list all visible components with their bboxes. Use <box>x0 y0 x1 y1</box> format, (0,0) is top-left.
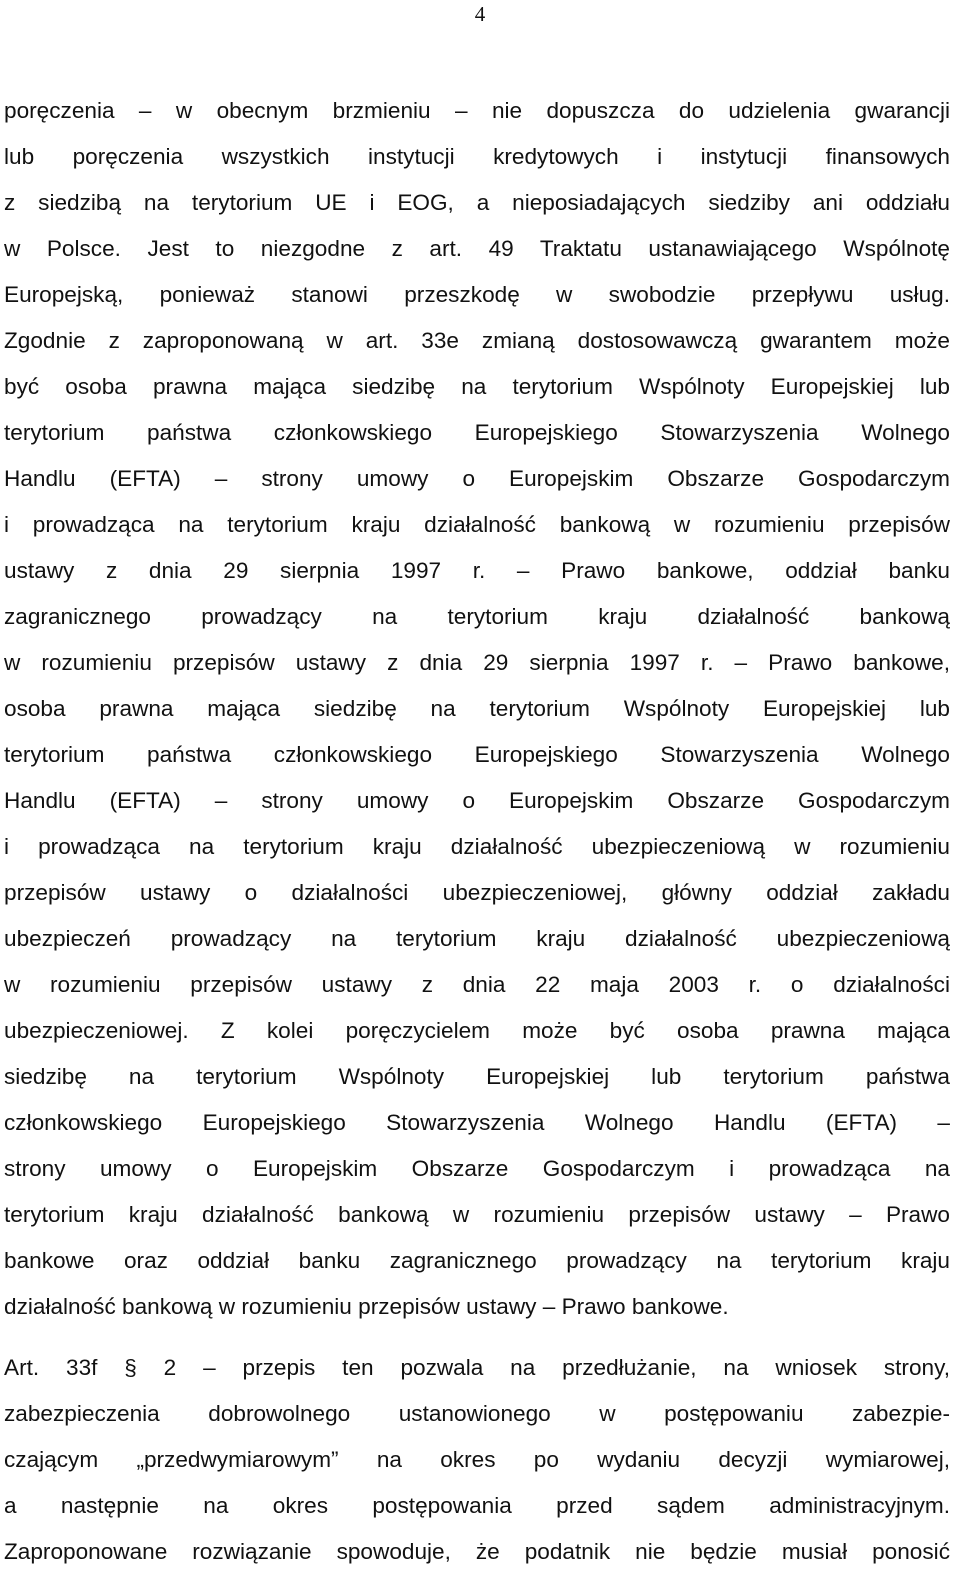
text-line: strony umowy o Europejskim Obszarze Gospodarczym i prowadząca na <box>4 1156 950 1181</box>
text-line: a następnie na okres postępowania przed sądem administracyjnym. <box>4 1493 950 1518</box>
text-line: Handlu (EFTA) – strony umowy o Europejskim Obszarze Gospodarczym <box>4 466 950 491</box>
text-line: i prowadząca na terytorium kraju działalność ubezpieczeniową w rozumieniu <box>4 834 950 859</box>
text-line: zabezpieczenia dobrowolnego ustanowionego w postępowaniu zabezpie- <box>4 1401 950 1426</box>
text-line: i prowadząca na terytorium kraju działalność bankową w rozumieniu przepisów <box>4 512 950 537</box>
text-line: bankowe oraz oddział banku zagranicznego prowadzący na terytorium kraju <box>4 1248 950 1273</box>
paragraph-guarantee-provisions <box>4 88 950 1330</box>
text-line: członkowskiego Europejskiego Stowarzyszenia Wolnego Handlu (EFTA) – <box>4 1110 950 1135</box>
text-line: ustawy z dnia 29 sierpnia 1997 r. – Prawo bankowe, oddział banku <box>4 558 950 583</box>
text-line: Handlu (EFTA) – strony umowy o Europejskim Obszarze Gospodarczym <box>4 788 950 813</box>
paragraph-art-33f <box>4 1345 950 1575</box>
text-line: Art. 33f § 2 – przepis ten pozwala na przedłużanie, na wniosek strony, <box>4 1355 950 1380</box>
text-line: czającym „przedwymiarowym” na okres po wydaniu decyzji wymiarowej, <box>4 1447 950 1472</box>
text-line: terytorium kraju działalność bankową w rozumieniu przepisów ustawy – Prawo <box>4 1202 950 1227</box>
text-line: w Polsce. Jest to niezgodne z art. 49 Traktatu ustanawiającego Wspólnotę <box>4 236 950 261</box>
text-line: Europejską, ponieważ stanowi przeszkodę w swobodzie przepływu usług. <box>4 282 950 307</box>
text-line: poręczenia – w obecnym brzmieniu – nie dopuszcza do udzielenia gwarancji <box>4 98 950 123</box>
text-line: Zgodnie z zaproponowaną w art. 33e zmianą dostosowawczą gwarantem może <box>4 328 950 353</box>
text-line: ubezpieczeń prowadzący na terytorium kraju działalność ubezpieczeniową <box>4 926 950 951</box>
text-line: siedzibę na terytorium Wspólnoty Europejskiej lub terytorium państwa <box>4 1064 950 1089</box>
text-line: terytorium państwa członkowskiego Europejskiego Stowarzyszenia Wolnego <box>4 742 950 767</box>
text-line: Zaproponowane rozwiązanie spowoduje, że podatnik nie będzie musiał ponosić <box>4 1539 950 1564</box>
page-number: 4 <box>474 2 486 26</box>
text-line: zagranicznego prowadzący na terytorium kraju działalność bankową <box>4 604 950 629</box>
text-line: osoba prawna mająca siedzibę na terytorium Wspólnoty Europejskiej lub <box>4 696 950 721</box>
text-line: w rozumieniu przepisów ustawy z dnia 29 sierpnia 1997 r. – Prawo bankowe, <box>4 650 950 675</box>
text-line: ubezpieczeniowej. Z kolei poręczycielem może być osoba prawna mająca <box>4 1018 950 1043</box>
text-line: być osoba prawna mająca siedzibę na terytorium Wspólnoty Europejskiej lub <box>4 374 950 399</box>
text-line: terytorium państwa członkowskiego Europejskiego Stowarzyszenia Wolnego <box>4 420 950 445</box>
text-line: z siedzibą na terytorium UE i EOG, a nieposiadających siedziby ani oddziału <box>4 190 950 215</box>
text-line: działalność bankową w rozumieniu przepisów ustawy – Prawo bankowe. <box>4 1294 729 1319</box>
text-line: lub poręczenia wszystkich instytucji kredytowych i instytucji finansowych <box>4 144 950 169</box>
text-line: przepisów ustawy o działalności ubezpieczeniowej, główny oddział zakładu <box>4 880 950 905</box>
text-line: w rozumieniu przepisów ustawy z dnia 22 maja 2003 r. o działalności <box>4 972 950 997</box>
